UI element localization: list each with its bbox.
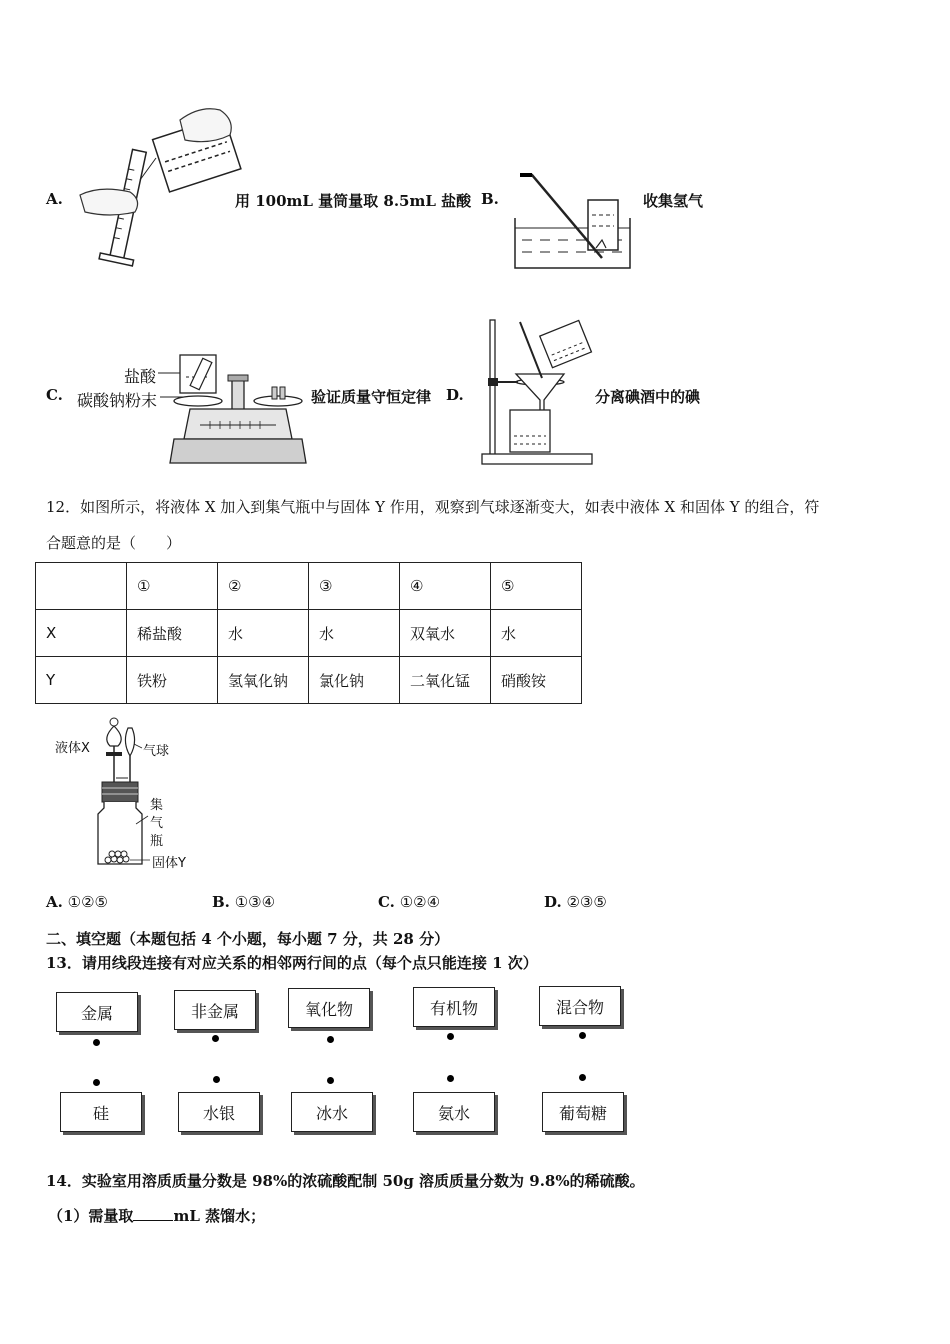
label-sodium-carbonate: 碳酸钠粉末 bbox=[77, 391, 158, 410]
connection-dot[interactable] bbox=[213, 1076, 220, 1083]
table-cell: 硝酸铵 bbox=[491, 657, 582, 704]
table-cell: 水 bbox=[309, 610, 400, 657]
substance-box-ice-water: 冰水 bbox=[291, 1092, 373, 1132]
table-row bbox=[36, 610, 582, 657]
table-cell: ④ bbox=[400, 563, 491, 610]
q12-stem-line2: 合题意的是（ ） bbox=[46, 534, 182, 552]
option-c-text: 验证质量守恒定律 bbox=[311, 388, 432, 406]
table-cell: ③ bbox=[309, 563, 400, 610]
substance-box-ammonia-water: 氨水 bbox=[413, 1092, 495, 1132]
option-c-letter: C. bbox=[46, 386, 63, 404]
option-a-letter: A. bbox=[46, 190, 63, 208]
q12-table bbox=[35, 562, 582, 704]
q14-stem: 14．实验室用溶质质量分数是 98%的浓硫酸配制 50g 溶质质量分数为 9.8%的稀硫酸。 bbox=[46, 1172, 645, 1190]
filtration-apparatus-image bbox=[478, 312, 598, 472]
connection-dot[interactable] bbox=[327, 1036, 334, 1043]
table-cell: Y bbox=[36, 657, 127, 704]
answer-blank[interactable] bbox=[133, 1206, 173, 1221]
table-cell: 双氧水 bbox=[400, 610, 491, 657]
table-cell: 铁粉 bbox=[127, 657, 218, 704]
substance-box-mercury: 水银 bbox=[178, 1092, 260, 1132]
q12-stem-line1: 12．如图所示，将液体 X 加入到集气瓶中与固体 Y 作用，观察到气球逐渐变大，如表中液体 X 和固体 Y 的组合，符 bbox=[46, 498, 820, 516]
classification-box-organic: 有机物 bbox=[413, 987, 495, 1027]
table-cell: 水 bbox=[218, 610, 309, 657]
classification-box-mixture: 混合物 bbox=[539, 986, 621, 1026]
table-row bbox=[36, 657, 582, 704]
connection-dot[interactable] bbox=[93, 1039, 100, 1046]
label-bottle-1: 集 bbox=[150, 798, 164, 813]
connection-dot[interactable] bbox=[212, 1035, 219, 1042]
table-cell: 氯化钠 bbox=[309, 657, 400, 704]
label-hydrochloric-acid: 盐酸 bbox=[124, 367, 157, 386]
connection-dot[interactable] bbox=[93, 1079, 100, 1086]
q12-option-a[interactable]: A. ①②⑤ bbox=[46, 893, 108, 911]
table-cell: ① bbox=[127, 563, 218, 610]
table-cell: 氢氧化钠 bbox=[218, 657, 309, 704]
option-d-letter: D. bbox=[446, 386, 464, 404]
q12-option-d[interactable]: D. ②③⑤ bbox=[544, 893, 607, 911]
section-title: 二、填空题（本题包括 4 个小题，每小题 7 分，共 28 分） bbox=[46, 930, 450, 948]
table-header-row bbox=[36, 563, 582, 610]
option-b-text: 收集氢气 bbox=[643, 192, 704, 210]
substance-box-silicon: 硅 bbox=[60, 1092, 142, 1132]
gas-collection-image bbox=[510, 160, 640, 275]
table-cell: 稀盐酸 bbox=[127, 610, 218, 657]
connection-dot[interactable] bbox=[447, 1033, 454, 1040]
q14-part1: （1）需量取 mL 蒸馏水； bbox=[48, 1207, 266, 1225]
connection-dot[interactable] bbox=[447, 1075, 454, 1082]
table-cell bbox=[36, 563, 127, 610]
graduated-cylinder-pouring-image bbox=[70, 100, 240, 270]
table-cell: ② bbox=[218, 563, 309, 610]
q13-stem: 13．请用线段连接有对应关系的相邻两行间的点（每个点只能连接 1 次） bbox=[46, 954, 538, 972]
label-bottle-3: 瓶 bbox=[150, 834, 164, 849]
table-cell: ⑤ bbox=[491, 563, 582, 610]
table-cell: 二氧化锰 bbox=[400, 657, 491, 704]
connection-dot[interactable] bbox=[579, 1074, 586, 1081]
balance-scale-image bbox=[160, 345, 310, 470]
option-d-text: 分离碘酒中的碘 bbox=[595, 388, 701, 406]
label-solid-y: 固体Y bbox=[152, 856, 186, 871]
connection-dot[interactable] bbox=[327, 1077, 334, 1084]
label-balloon: 气球 bbox=[143, 744, 170, 759]
option-b-letter: B. bbox=[481, 190, 499, 208]
classification-box-oxide: 氧化物 bbox=[288, 988, 370, 1028]
classification-box-nonmetal: 非金属 bbox=[174, 990, 256, 1030]
substance-box-glucose: 葡萄糖 bbox=[542, 1092, 624, 1132]
q12-option-b[interactable]: B. ①③④ bbox=[212, 893, 276, 911]
classification-box-metal: 金属 bbox=[56, 992, 138, 1032]
q12-option-c[interactable]: C. ①②④ bbox=[378, 893, 441, 911]
option-a-text: 用 100mL 量筒量取 8.5mL 盐酸 bbox=[235, 192, 472, 210]
table-cell: 水 bbox=[491, 610, 582, 657]
table-cell: X bbox=[36, 610, 127, 657]
label-bottle-2: 气 bbox=[150, 816, 164, 831]
label-liquid-x: 液体X bbox=[55, 741, 90, 756]
connection-dot[interactable] bbox=[579, 1032, 586, 1039]
